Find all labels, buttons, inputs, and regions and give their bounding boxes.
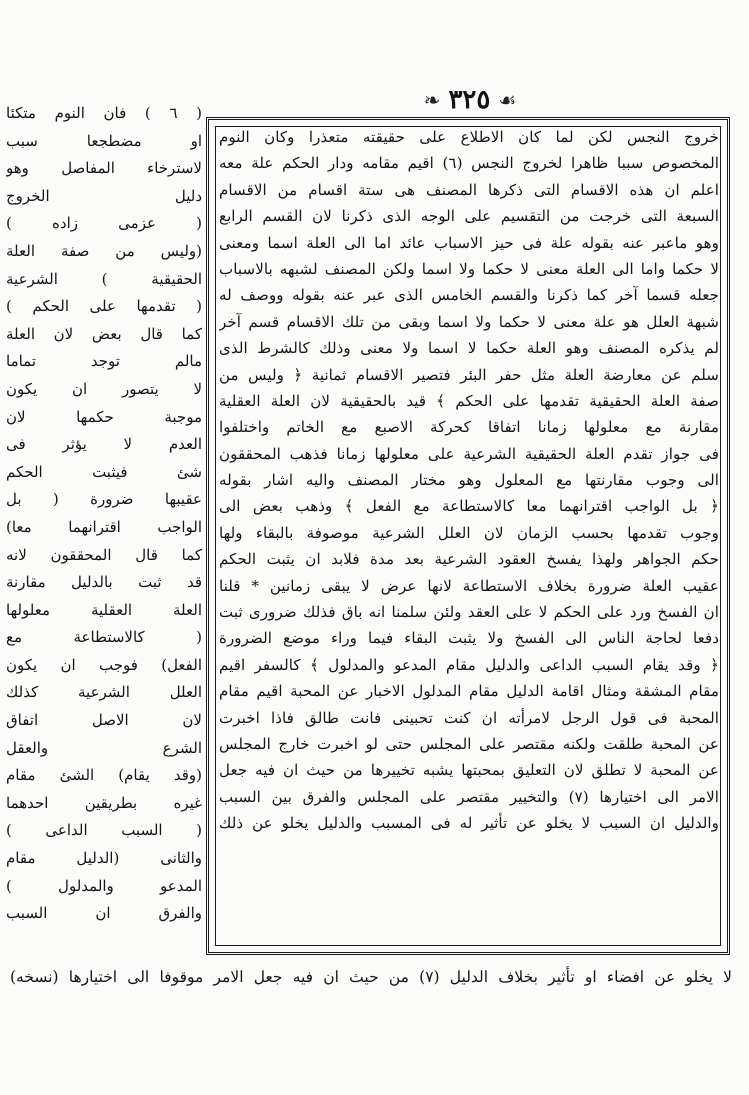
side-note-line: الشرع والعقل (6, 738, 202, 757)
side-note-line: قد ثبت بالدليل مقارنة (6, 573, 202, 592)
side-note-line: العلل الشرعية كذلك (6, 683, 202, 702)
side-note-line: او مضطجعا سبب (6, 131, 202, 150)
side-note-line: الحقيقية ) الشرعية (6, 269, 202, 288)
side-note-line: مالم توجد تماما (6, 352, 202, 371)
side-note-line: العدم لا يؤثر فى (6, 435, 202, 454)
main-text-line: وجوب تقدمها بحسب الزمان لان العلل الشرعية موصوفة بالبقاء ولها (219, 523, 719, 542)
main-text-line: ﴿ بل الواجب اقترانهما معا كالاستطاعة مع الفعل ﴾ وذهب بعض الى (219, 497, 719, 516)
side-note-line: ( عزمى زاده ) (6, 214, 202, 233)
main-text-line: جعله قسما آخر كما ذكرنا والقسم الخامس الذى عبر عنه بقوله ووصف له (219, 286, 719, 305)
side-note-line: ( تقدمها على الحكم ) (6, 297, 202, 316)
side-note-line: العلة العقلية معلولها (6, 600, 202, 619)
main-text-line: عن المحبة لا تطلق لان التعليق بمحبتها يشبه تخييرها من حيث ان فيه جعل (219, 761, 719, 780)
main-text-line: المخصوص سببا ظاهرا لخروج النجس (٦) اقيم مقامه ودار الحكم علة معه (219, 154, 719, 173)
side-note-line: لاسترخاء المفاصل وهو (6, 159, 202, 178)
main-text-line: اعلم ان هذه الاقسام التى ذكرها المصنف هى ستة اقسام من الاقسام (219, 180, 719, 199)
side-note-line: ( كالاستطاعة مع (6, 628, 202, 647)
main-text-line: والدليل ان السبب لا يخلو عن تأثير له فى المسبب والدليل يخلو عن ذلك (219, 814, 719, 833)
main-text-line: الى وجوب مقارنتها مع المعلول وهو مختار المصنف واليه اشار بقوله (219, 471, 719, 490)
footnote: لا يخلو عن افضاء او تأثير بخلاف الدليل (٧) من حيث ان فيه جعل الامر موقوفا الى اختيارها (نسخه) (10, 968, 732, 986)
right-ornament-icon: ☙ (498, 88, 517, 112)
side-note-line: دليل الخروج (6, 186, 202, 205)
side-note-line: غيره بطريقين احدهما (6, 793, 202, 812)
main-text-line: وهو ماعبر عنه بقوله علة فى حيز الاسباب عائد اما الى العلة اسما ومعنى (219, 233, 719, 252)
main-text-line: صفة العلة الحقيقية تقدمها على الحكم ﴾ قيد بالحقيقية لان العلة العقلية (219, 391, 719, 410)
side-note-line: (وقد يقام) الشئ مقام (6, 766, 202, 785)
side-note-line: والثانى (الدليل مقام (6, 849, 202, 868)
side-note-line: ( ٦ ) فان النوم متكئا (6, 104, 202, 122)
main-text-line: دفعا لحاجة الناس الى الفسخ ولا يثبت البقاء فيما وراء موضع الضرورة (219, 629, 719, 648)
main-text-line: شبهة العلل هو علة معنى لا حكما ولا اسما وبقى من تلك الاقسام قسم آخر (219, 312, 719, 331)
main-text-line: لا حكما واما الى العلة معنى لا حكما ولا اسما ولكن المصنف لشبهه بالاسباب (219, 259, 719, 278)
main-text-line: فى جواز تقدم العلة الحقيقية الشرعية على معلولها زمانا فذهب المحققون (219, 444, 719, 463)
side-note-line: شئ فيثبت الحكم (6, 462, 202, 481)
side-note-line: والفرق ان السبب (6, 904, 202, 923)
side-note-line: عقيبها ضرورة ( بل (6, 490, 202, 509)
side-note-line: لان الاصل اتفاق (6, 711, 202, 730)
main-text-line: سلم عن معارضة العلة مثل حفر البئر فتصير الاقسام ثمانية ﴿ وليس من (219, 365, 719, 384)
side-note-line: موجبة حكمها لان (6, 407, 202, 426)
side-note-line: ( السبب الداعى ) (6, 821, 202, 840)
side-note-line: كما قال بعض لان العلة (6, 324, 202, 343)
main-text-line: مقارنة مع معلولها زمانا اتفاقا كحركة الاصبع مع الخاتم واختلفوا (219, 418, 719, 437)
main-text-line: حكم الجواهر ولهذا يفسخ العقود الشرعية بعد مدة فلابد ان يثبت الحكم (219, 550, 719, 569)
main-text-line: مقام المشقة ومثال اقامة الدليل مقام المدلول الاخبار عن المحبة اقيم مقام (219, 682, 719, 701)
main-text-line: خروج النجس لكن لما كان الاطلاع على حقيقته متعذرا وكان النوم (219, 128, 719, 146)
main-text-line: السبعة التى خرجت من التقسيم على الوجه الذى ذكرنا لان القسم الرابع (219, 207, 719, 226)
main-text-line: الامر الى اختيارها (٧) والتخيير مقتصر على المجلس والفرق بين السبب (219, 787, 719, 806)
side-note-line: الفعل) فوجب ان يكون (6, 655, 202, 674)
side-note-line: لا يتصور ان يكون (6, 379, 202, 398)
page-number: ٣٢٥ (448, 85, 491, 115)
main-text-line: المحبة فى قول الرجل لامرأته ان كنت تحبينى فانت طالق فاذا اخبرت (219, 708, 719, 727)
main-text-line: عن المحبة طلقت ولكنه مقتصر على المجلس حتى لو اخبرت خارج المجلس (219, 734, 719, 753)
marginal-commentary (6, 100, 202, 950)
main-text-line: لم يذكره المصنف وهو العلة حكما لا اسما ولا معنى وذلك كالشرط الذى (219, 339, 719, 358)
main-text-line: عقيب العلة ضرورة بخلاف الاستطاعة لانها عرض لا يبقى زمانين * قلنا (219, 576, 719, 595)
main-text-block (219, 124, 719, 950)
main-text-line: ﴿ وقد يقام السبب الداعى والدليل مقام المدعو والمدلول ﴾ كالسفر اقيم (219, 655, 719, 674)
side-note-line: المدعو والمدلول ) (6, 876, 202, 895)
side-note-line: الواجب اقترانهما معا) (6, 517, 202, 536)
left-ornament-icon: ❧ (423, 88, 441, 112)
side-note-line: (وليس من صفة العلة (6, 241, 202, 260)
side-note-line: كما قال المحققون لانه (6, 545, 202, 564)
main-text-line: ان الفسخ ورد على الحكم لا على العقد ولئن سلمنا انه باق فذلك ضرورى ثبت (219, 603, 719, 622)
page-header (390, 80, 550, 120)
